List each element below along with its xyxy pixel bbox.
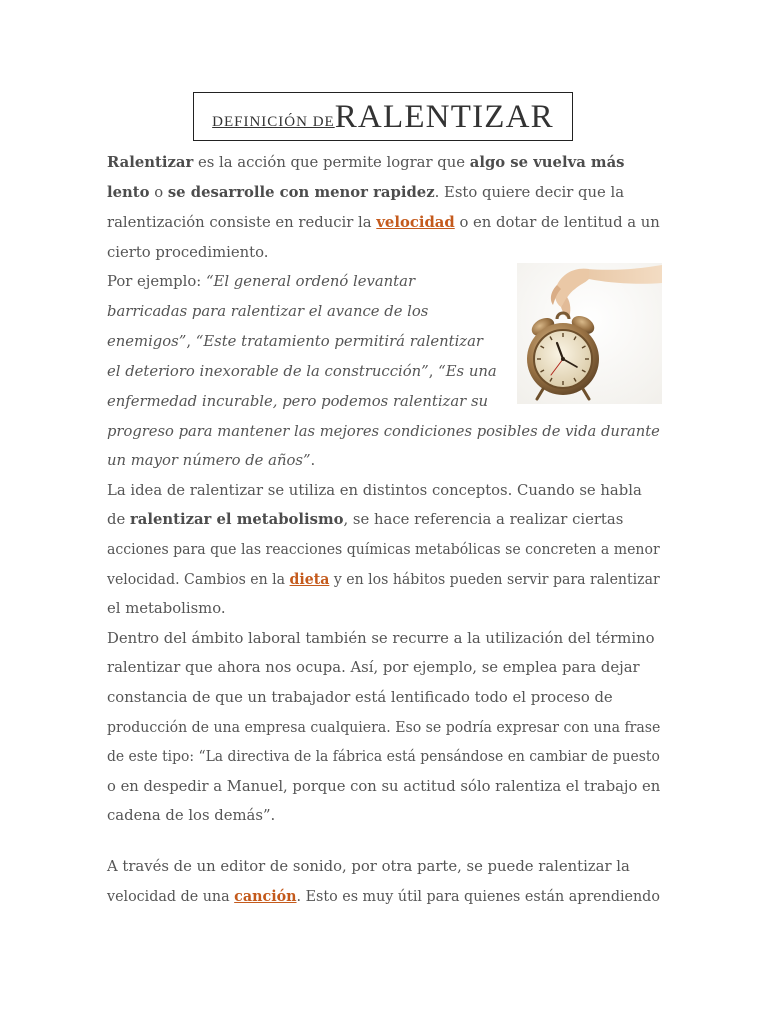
text-run: . [310,452,316,469]
para3-line1: La idea de ralentizar se utiliza en distintos conceptos. Cuando se habla [107,482,642,499]
para2-line7 [107,451,315,471]
page-title: RALENTIZAR [334,99,554,135]
para3-line2 [107,510,623,530]
para2-line6 [107,422,660,442]
para3-line4 [107,570,660,590]
text-run: velocidad de una [107,888,235,905]
link-velocidad[interactable]: velocidad [376,214,455,231]
para4-line6: o en despedir a Manuel, porque con su actitud sólo ralentiza el trabajo en [107,778,661,795]
para2-line2 [107,302,428,322]
alarm-clock-in-hand-icon [517,263,662,404]
text-run: y en los hábitos pueden servir para ralentizar [329,571,660,588]
para4-line1: Dentro del ámbito laboral también se recurre a la utilización del término [107,630,655,647]
italic-example: barricadas para ralentizar el avance de los [107,303,429,320]
italic-example: el deterioro inexorable de la construcción” [107,363,429,380]
para1-line1 [107,153,625,173]
text-run: de [107,511,130,528]
text-run: , se hace referencia a realizar ciertas [343,511,624,528]
text-run: velocidad. Cambios en la [107,571,290,588]
para4-line3: constancia de que un trabajador está lentificado todo el proceso de [107,689,613,706]
para1-line4: cierto procedimiento. [107,244,269,261]
para1-line2 [107,183,624,203]
italic-example: progreso para mantener las mejores condiciones posibles de vida durante [107,423,660,440]
bold-term: lento [107,184,150,201]
para5-line2 [107,887,660,907]
para4-line2: ralentizar que ahora nos ocupa. Así, por ejemplo, se emplea para dejar [107,659,640,676]
italic-example: enfermedad incurable, pero podemos ralentizar su [107,393,489,410]
bold-term: Ralentizar [107,154,194,171]
text-run: o [149,184,168,201]
italic-example: enemigos” [107,333,187,350]
para2-line4 [107,362,497,382]
link-cancion[interactable]: canción [234,888,297,905]
title-prefix: DEFINICIÓN DE [212,114,335,130]
italic-example: “El general ordenó levantar [205,273,416,290]
text-run: Por ejemplo: [107,273,206,290]
text-run: o en dotar de lentitud a un [454,214,660,231]
bold-term: algo se vuelva más [469,154,625,171]
text-run: , [428,363,439,380]
para1-line3 [107,213,660,233]
bold-term: ralentizar el metabolismo [129,511,344,528]
bold-term: se desarrolle con menor rapidez [167,184,435,201]
para3-line5: el metabolismo. [107,600,226,617]
para4-line5: de este tipo: “La directiva de la fábrica está pensándose en cambiar de puesto [107,748,660,765]
para3-line3: acciones para que las reacciones químicas metabólicas se concreten a menor [107,541,660,558]
para4-line4: producción de una empresa cualquiera. Eso se podría expresar con una frase [107,719,661,736]
para2-line5 [107,392,488,412]
alarm-clock-image [517,263,662,404]
text-run: , [186,333,196,350]
italic-example: un mayor número de años” [107,452,311,469]
italic-example: “Este tratamiento permitirá ralentizar [195,333,483,350]
para5-line1: A través de un editor de sonido, por otra parte, se puede ralentizar la [107,858,630,875]
para4-line7: cadena de los demás”. [107,807,276,824]
title-box [193,92,573,141]
text-run: . Esto es muy útil para quienes están aprendiendo [296,888,660,905]
para2-line1 [107,272,415,292]
italic-example: “Es una [438,363,497,380]
para2-line3 [107,332,483,352]
text-run: ralentización consiste en reducir la [107,214,377,231]
text-run: . Esto quiere decir que la [434,184,625,201]
text-run: es la acción que permite lograr que [193,154,470,171]
link-dieta[interactable]: dieta [289,571,330,588]
